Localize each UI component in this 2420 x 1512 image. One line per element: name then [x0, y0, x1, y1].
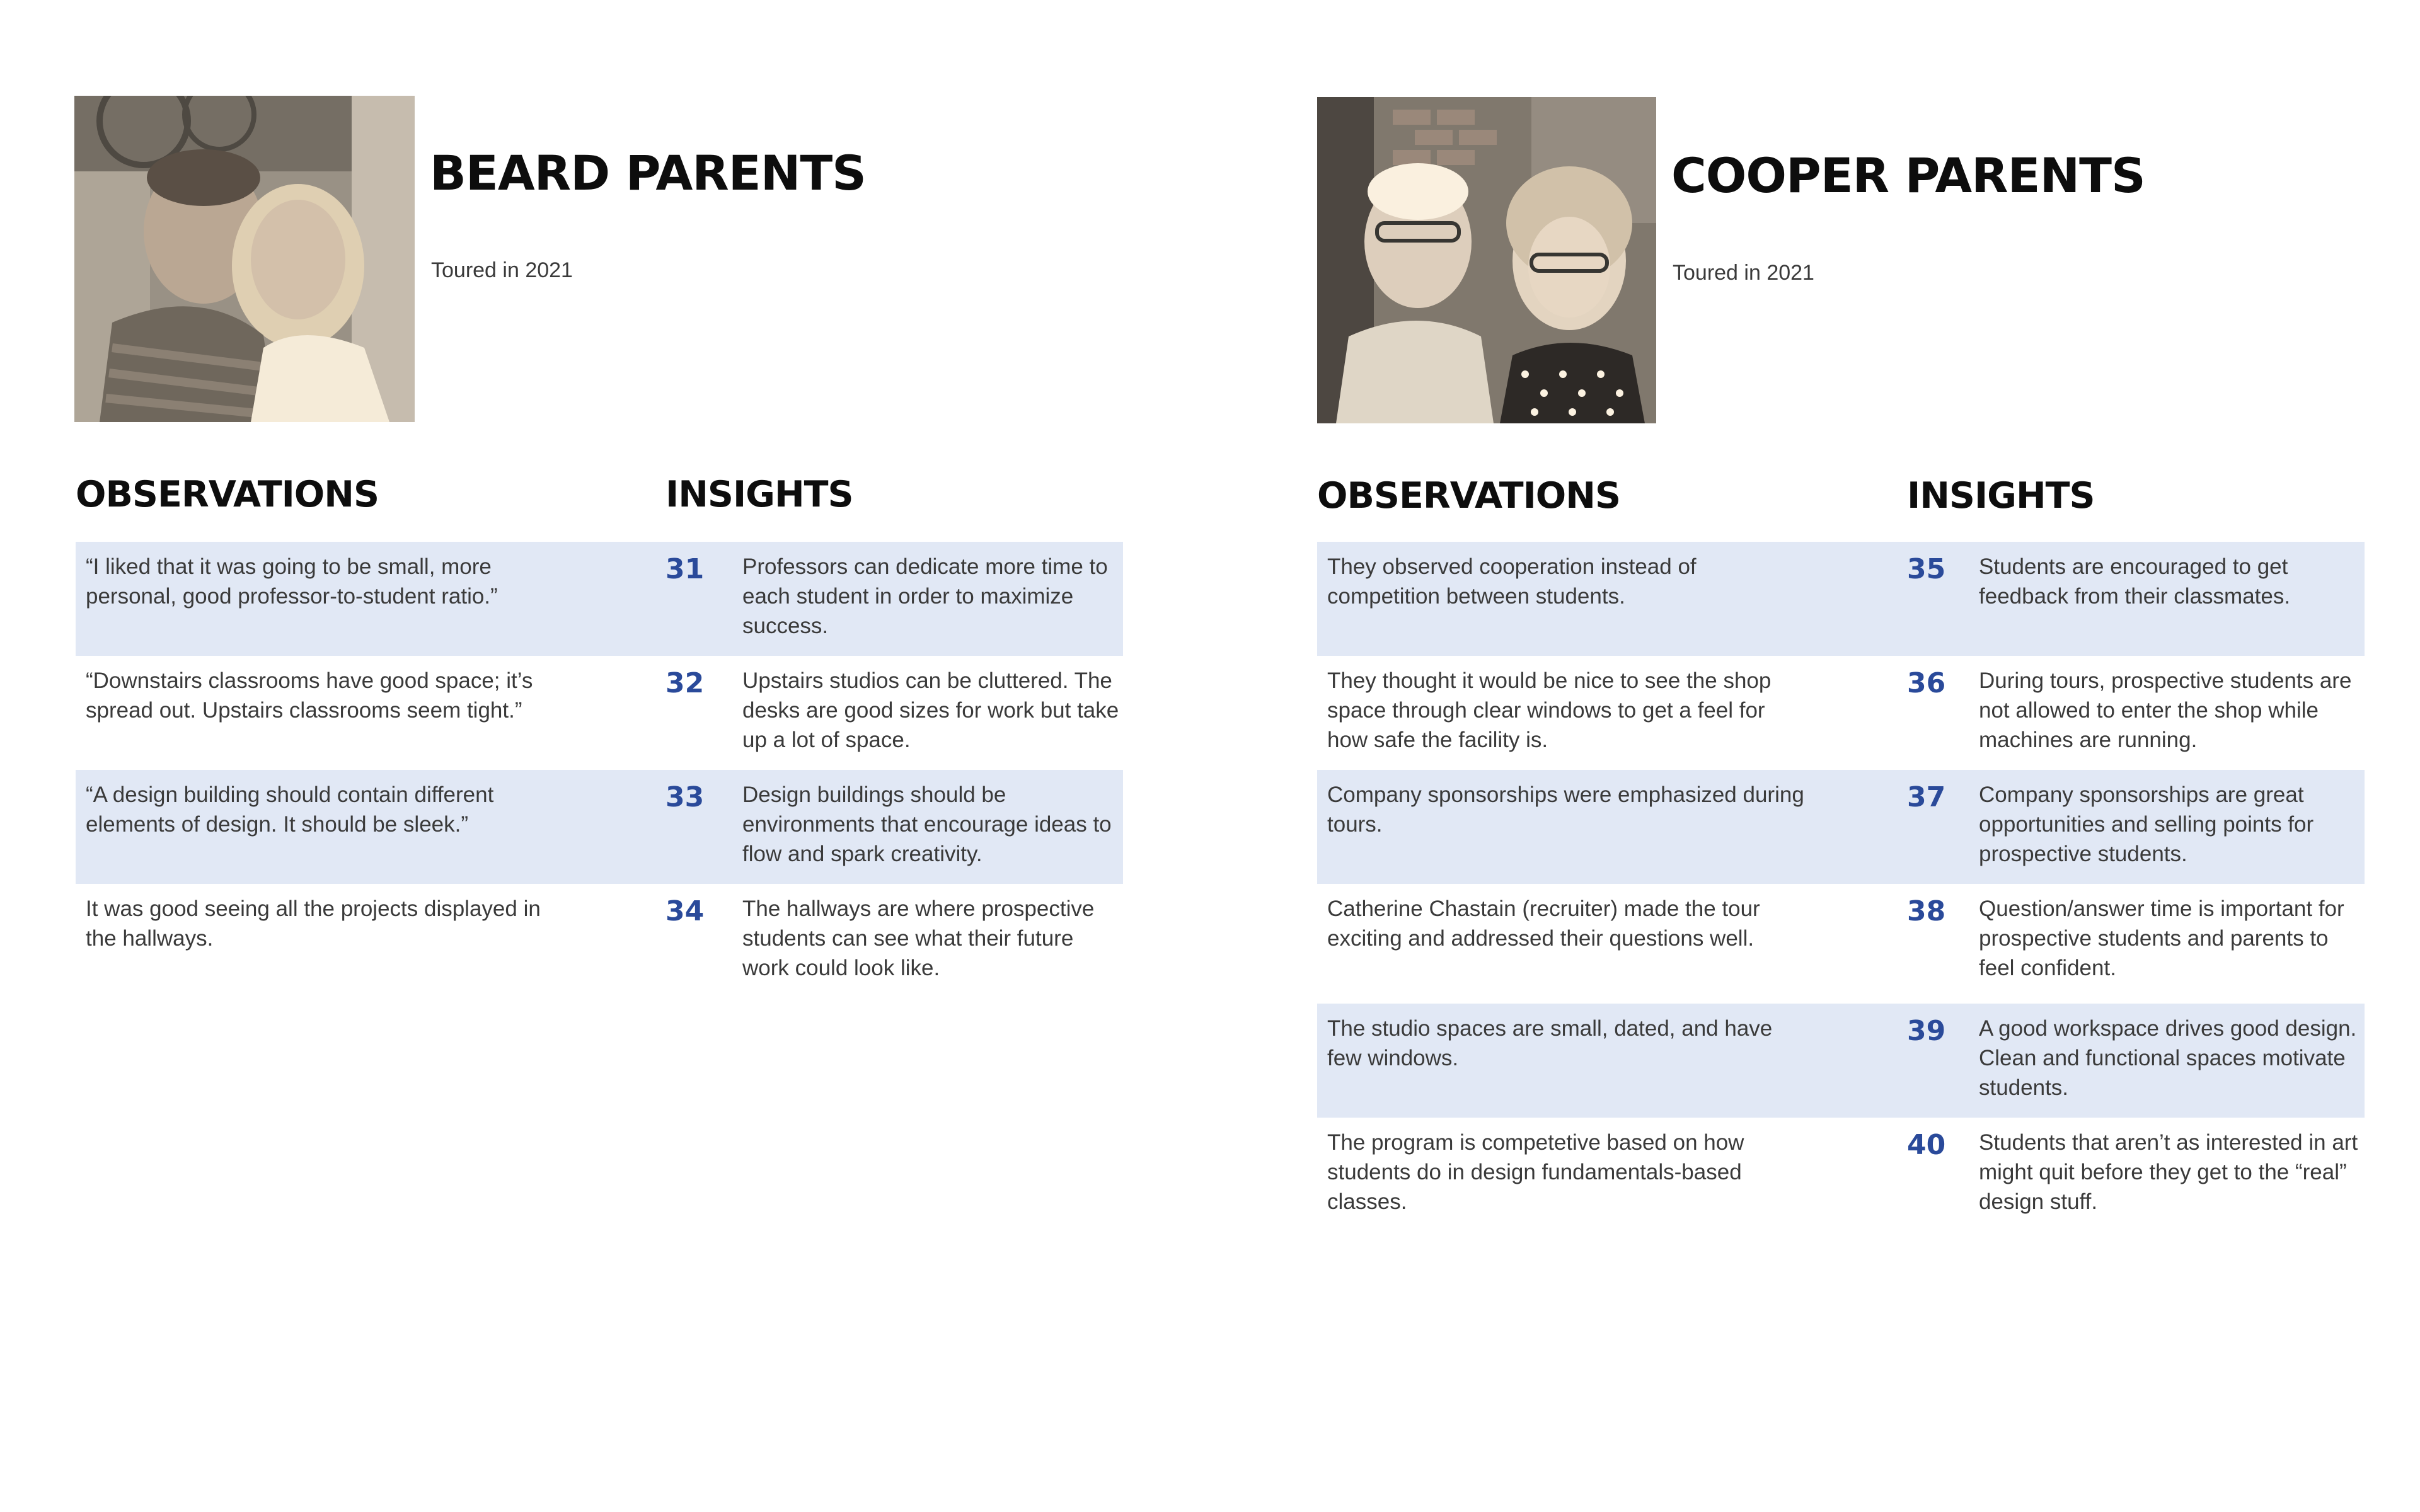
cooper-parents-photo — [1317, 97, 1656, 423]
table-row — [1317, 656, 2365, 770]
insight-number: 33 — [666, 781, 705, 813]
table-row — [1317, 884, 2365, 1004]
insight-text: Professors can dedicate more time to each student in order to maximize success. — [742, 554, 1108, 638]
table-row — [76, 656, 1123, 770]
insight-text: Students that aren’t as interested in art might quit before they get to the “real” design stuff. — [1979, 1130, 2358, 1214]
table-row — [1317, 1118, 2365, 1232]
observations-table — [76, 542, 1123, 998]
observation-text: The program is competetive based on how students do in design fundamentals-based classes. — [1327, 1130, 1744, 1214]
beard-parents-photo — [74, 96, 415, 422]
insight-text: Students are encouraged to get feedback from their classmates. — [1979, 554, 2291, 609]
insights-heading: INSIGHTS — [1907, 475, 2095, 517]
insight-text: Company sponsorships are great opportunities and selling points for prospective students. — [1979, 782, 2314, 866]
observation-text: They observed cooperation instead of competition between students. — [1327, 554, 1697, 609]
insight-number: 34 — [666, 895, 705, 927]
observation-text: “Downstairs classrooms have good space; it’s spread out. Upstairs classrooms seem tight.” — [86, 668, 533, 723]
observations-table — [1317, 542, 2365, 1232]
insight-number: 35 — [1907, 553, 1946, 585]
table-row — [1317, 542, 2365, 656]
insight-text: Design buildings should be environments that encourage ideas to flow and spark creativity. — [742, 782, 1112, 866]
insight-number: 39 — [1907, 1015, 1946, 1047]
observations-heading: OBSERVATIONS — [1317, 475, 1621, 517]
observation-text: “I liked that it was going to be small, more personal, good professor-to-student ratio.” — [86, 554, 498, 609]
observation-text: They thought it would be nice to see the shop space through clear windows to get a feel for how safe the facility is. — [1327, 668, 1772, 752]
insights-heading: INSIGHTS — [666, 474, 853, 515]
insight-number: 32 — [666, 667, 705, 699]
insight-number: 40 — [1907, 1129, 1946, 1161]
page-title: BEARD PARENTS — [430, 145, 866, 201]
table-row — [76, 770, 1123, 884]
insight-number: 36 — [1907, 667, 1946, 699]
table-row — [1317, 1004, 2365, 1118]
observation-text: Catherine Chastain (recruiter) made the tour exciting and addressed their questions well. — [1327, 896, 1760, 951]
page-title: COOPER PARENTS — [1671, 147, 2145, 203]
toured-date: Toured in 2021 — [431, 258, 573, 282]
cooper-parents-panel — [1316, 0, 2375, 1512]
observations-heading: OBSERVATIONS — [76, 474, 379, 515]
insight-number: 38 — [1907, 895, 1946, 927]
insight-text: A good workspace drives good design. Clean and functional spaces motivate students. — [1979, 1016, 2357, 1100]
table-row — [76, 542, 1123, 656]
observation-text: “A design building should contain different elements of design. It should be sleek.” — [86, 782, 494, 837]
table-row — [76, 884, 1123, 998]
observation-text: The studio spaces are small, dated, and have few windows. — [1327, 1016, 1773, 1070]
table-row — [1317, 770, 2365, 884]
insight-text: The hallways are where prospective students can see what their future work could look like. — [742, 896, 1095, 980]
insight-text: During tours, prospective students are not allowed to enter the shop while machines are running. — [1979, 668, 2352, 752]
insight-number: 31 — [666, 553, 705, 585]
observation-text: It was good seeing all the projects displayed in the hallways. — [86, 896, 541, 951]
insight-text: Question/answer time is important for prospective students and parents to feel confident. — [1979, 896, 2344, 980]
toured-date: Toured in 2021 — [1673, 261, 1814, 285]
insight-text: Upstairs studios can be cluttered. The desks are good sizes for work but take up a lot of space. — [742, 668, 1119, 752]
observation-text: Company sponsorships were emphasized during tours. — [1327, 782, 1804, 837]
beard-parents-panel — [74, 0, 1133, 1512]
insight-number: 37 — [1907, 781, 1946, 813]
